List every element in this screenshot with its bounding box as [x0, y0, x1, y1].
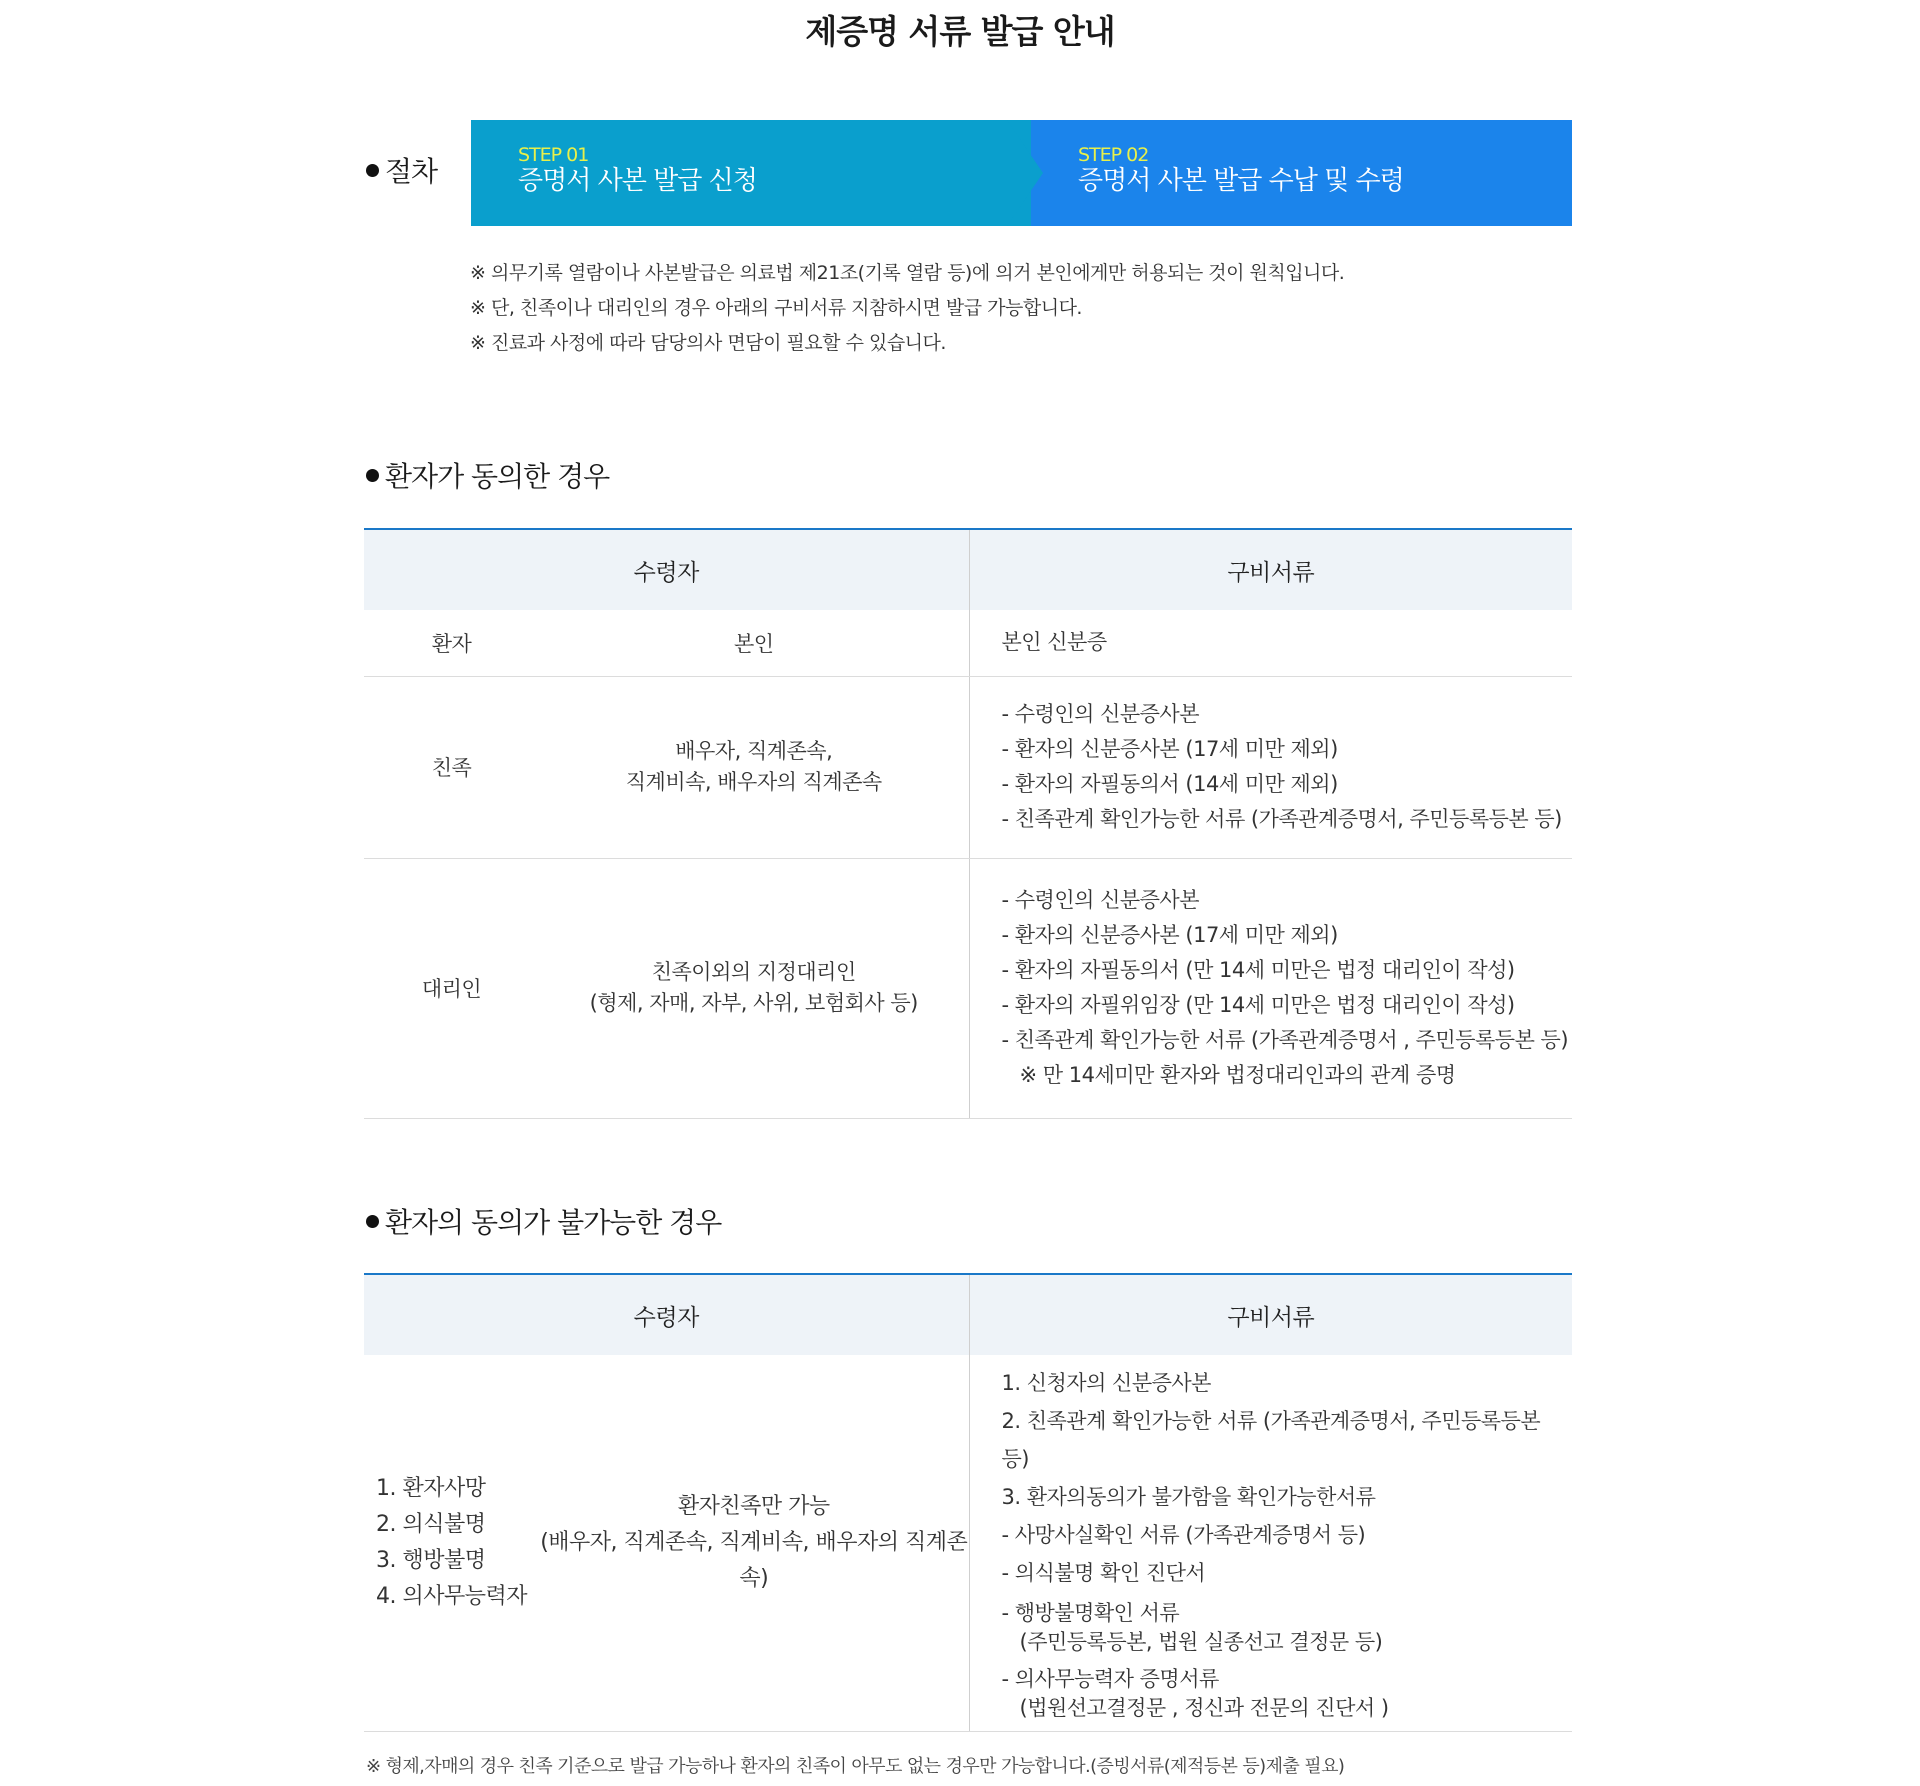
required-docs [969, 610, 1572, 676]
page-title: 제증명 서류 발급 안내 [805, 12, 1115, 51]
doc-item: 2. 친족관계 확인가능한 서류 (가족관계증명서, 주민등록등본 등) [1001, 1408, 1541, 1471]
col-recipient: 수령자 [364, 1274, 969, 1355]
recipient-who-line: 직계비속, 배우자의 직계존속 [625, 770, 882, 794]
case-item: 1. 환자사망 [376, 1475, 486, 1501]
required-docs [969, 676, 1572, 858]
step-1 [471, 120, 1031, 226]
doc-item: - 친족관계 확인가능한 서류 (가족관계증명서 , 주민등록등본 등) [1001, 1028, 1569, 1052]
table-header-row [364, 1274, 1572, 1355]
step-1-number: STEP 01 [518, 144, 589, 166]
doc-item: - 사망사실확인 서류 (가족관계증명서 등) [1001, 1522, 1366, 1547]
doc-item: 본인 신분증 [1001, 630, 1107, 655]
step-arrow-icon [1007, 120, 1043, 226]
no-consent-table [364, 1273, 1572, 1732]
doc-item: - 환자의 자필동의서 (14세 미만 제외) [1001, 772, 1338, 796]
doc-item: 3. 환자의동의가 불가함을 확인가능한서류 [1001, 1484, 1376, 1509]
required-docs [969, 1355, 1572, 1731]
recipient-who-line: 본인 [733, 631, 774, 656]
doc-item: (법원선고결정문 , 정신과 전문의 진단서 ) [1019, 1695, 1389, 1720]
recipient-who-line: (배우자, 직계존속, 직계비속, 배우자의 직계존속) [540, 1529, 968, 1591]
case-list [364, 1355, 539, 1731]
table-row [364, 610, 1572, 676]
doc-item: 1. 신청자의 신분증사본 [1001, 1370, 1211, 1395]
table-row [364, 1355, 1572, 1731]
footnote: ※ 형제,자매의 경우 친족 기준으로 발급 가능하나 환자의 친족이 아무도 없는 경우만 가능합니다.(증빙서류(제적등본 등)제출 필요) [366, 1756, 1345, 1777]
table-row [364, 858, 1572, 1118]
step-2-label: 증명서 사본 발급 수납 및 수령 [1078, 166, 1404, 196]
note-item: ※ 진료과 사정에 따라 담당의사 면담이 필요할 수 있습니다. [470, 332, 946, 354]
procedure-heading-text: 절차 [385, 155, 438, 188]
table-header-row [364, 529, 1572, 610]
recipient-who [539, 1355, 969, 1731]
recipient-who-line: 환자친족만 가능 [677, 1493, 830, 1519]
bullet-icon [366, 469, 379, 482]
step-2-number: STEP 02 [1078, 144, 1149, 166]
bullet-icon [366, 164, 379, 177]
case-item: 3. 행방불명 [376, 1547, 486, 1573]
consent-heading-text: 환자가 동의한 경우 [385, 460, 610, 493]
note-item: ※ 단, 친족이나 대리인의 경우 아래의 구비서류 지참하시면 발급 가능합니다. [470, 297, 1082, 319]
step-1-label: 증명서 사본 발급 신청 [518, 166, 757, 196]
procedure-notes [470, 256, 1344, 361]
doc-item: - 환자의 자필위임장 (만 14세 미만은 법정 대리인이 작성) [1001, 993, 1515, 1017]
doc-item: (주민등록등본, 법원 실종선고 결정문 등) [1019, 1629, 1383, 1654]
case-item: 2. 의식불명 [376, 1511, 486, 1537]
doc-item: - 친족관계 확인가능한 서류 (가족관계증명서, 주민등록등본 등) [1001, 807, 1562, 831]
col-documents: 구비서류 [969, 529, 1572, 610]
recipient-who-line: 친족이외의 지정대리인 [651, 960, 856, 984]
no-consent-heading [366, 1201, 721, 1241]
consent-heading [366, 455, 609, 495]
doc-item: - 환자의 자필동의서 (만 14세 미만은 법정 대리인이 작성) [1001, 958, 1515, 982]
required-docs [969, 858, 1572, 1118]
doc-note: ※ 만 14세미만 환자와 법정대리인과의 관계 증명 [1019, 1063, 1456, 1087]
recipient-who [539, 610, 969, 676]
recipient-type: 환자 [364, 610, 539, 676]
doc-item: - 의식불명 확인 진단서 [1001, 1560, 1206, 1585]
consent-table [364, 528, 1572, 1119]
doc-item: - 수령인의 신분증사본 [1001, 702, 1200, 726]
note-item: ※ 의무기록 열람이나 사본발급은 의료법 제21조(기록 열람 등)에 의거 본인에게만 허용되는 것이 원칙입니다. [470, 262, 1345, 284]
doc-item: - 수령인의 신분증사본 [1001, 888, 1200, 912]
case-item: 4. 의사무능력자 [376, 1583, 527, 1609]
doc-item: - 환자의 신분증사본 (17세 미만 제외) [1001, 923, 1338, 947]
col-recipient: 수령자 [364, 529, 969, 610]
recipient-type: 친족 [364, 676, 539, 858]
recipient-type: 대리인 [364, 858, 539, 1118]
doc-item: - 환자의 신분증사본 (17세 미만 제외) [1001, 737, 1338, 761]
col-documents: 구비서류 [969, 1274, 1572, 1355]
bullet-icon [366, 1215, 379, 1228]
recipient-who [539, 676, 969, 858]
procedure-heading [366, 150, 437, 190]
doc-item: - 의사무능력자 증명서류 [1001, 1666, 1219, 1691]
recipient-who [539, 858, 969, 1118]
no-consent-heading-text: 환자의 동의가 불가능한 경우 [385, 1206, 722, 1239]
recipient-who-line: 배우자, 직계존속, [675, 739, 833, 763]
recipient-who-line: (형제, 자매, 자부, 사위, 보험회사 등) [589, 991, 918, 1015]
table-row [364, 676, 1572, 858]
procedure-steps [471, 120, 1572, 226]
doc-item: - 행방불명확인 서류 [1001, 1600, 1180, 1625]
